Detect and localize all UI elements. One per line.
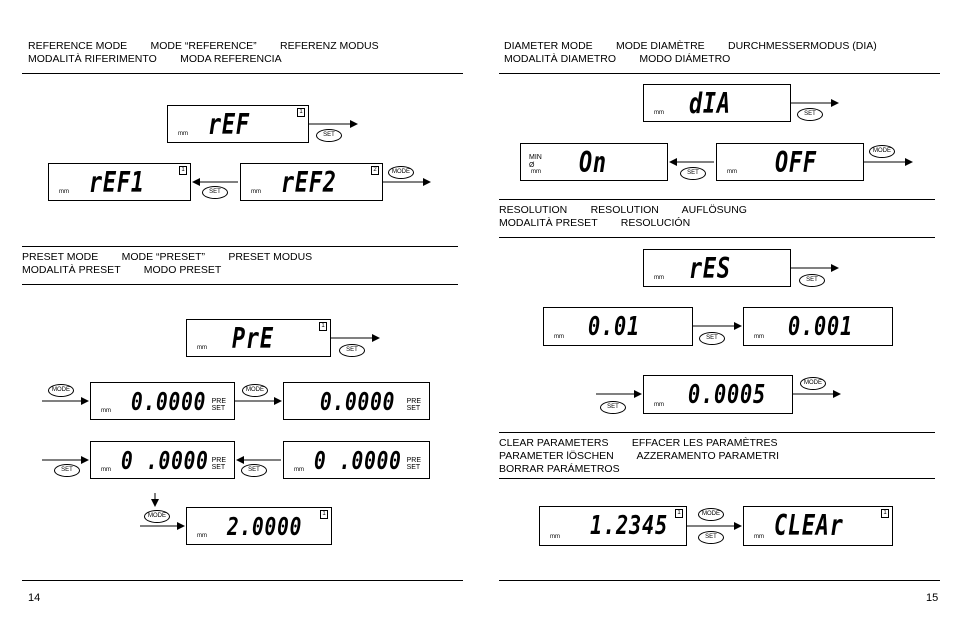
set-button[interactable]: SET xyxy=(54,464,80,477)
mode-button[interactable]: MODE xyxy=(388,166,414,179)
lcd-preset-3: 0 .0000 mm PRE SET xyxy=(90,441,235,479)
dia-header: DIAMETER MODE MODE DIAMÈTRE DURCHMESSERMODUS (DIA) MODALITÀ DIAMETRO MODO DIÁMETRO xyxy=(504,40,877,65)
lcd-pre: PrE mm 1 xyxy=(186,319,331,357)
lcd-res-001: 0.01 mm xyxy=(543,307,693,346)
lcd-ref2: rEF2 mm 2 xyxy=(240,163,383,201)
lcd-on: MIN Ø On mm xyxy=(520,143,668,181)
res-header: RESOLUTION RESOLUTION AUFLÖSUNG MODALITÀ PRESET RESOLUCIÓN xyxy=(499,204,747,229)
mode-button[interactable]: MODE xyxy=(144,510,170,523)
lcd-preset-4: 0 .0000 mm PRE SET xyxy=(283,441,430,479)
ref-header: REFERENCE MODE MODE “REFERENCE” REFERENZ MODUS MODALITÀ RIFERIMENTO MODA REFERENCIA xyxy=(28,40,379,65)
divider xyxy=(499,237,935,238)
lcd-dia: dIA mm xyxy=(643,84,791,122)
lcd-value: 1.2345 mm 1 xyxy=(539,506,687,546)
mode-button[interactable]: MODE xyxy=(48,384,74,397)
set-button[interactable]: SET xyxy=(241,464,267,477)
divider xyxy=(499,432,935,433)
preset-header: PRESET MODE MODE “PRESET” PRESET MODUS MODALITÀ PRESET MODO PRESET xyxy=(22,251,313,276)
mode-button[interactable]: MODE xyxy=(242,384,268,397)
divider xyxy=(499,199,935,200)
set-button[interactable]: SET xyxy=(698,531,724,544)
set-button[interactable]: SET xyxy=(797,108,823,121)
set-button[interactable]: SET xyxy=(699,332,725,345)
lcd-ref1: rEF1 mm 1 xyxy=(48,163,191,201)
mode-button[interactable]: MODE xyxy=(800,377,826,390)
lcd-clear: CLEAr mm 1 xyxy=(743,506,893,546)
mode-button[interactable]: MODE xyxy=(869,145,895,158)
lcd-preset-result: 2.0000 mm 1 xyxy=(186,507,332,545)
divider xyxy=(22,580,463,581)
set-button[interactable]: SET xyxy=(339,344,365,357)
lcd-res-0001: 0.001 mm xyxy=(743,307,893,346)
lcd-ref: rEF mm 1 xyxy=(167,105,309,143)
divider xyxy=(499,478,935,479)
lcd-res: rES mm xyxy=(643,249,791,287)
set-button[interactable]: SET xyxy=(680,167,706,180)
divider xyxy=(22,246,458,247)
set-button[interactable]: SET xyxy=(600,401,626,414)
lcd-preset-1: 0.0000 mm PRE SET xyxy=(90,382,235,420)
page-number-left: 14 xyxy=(28,592,41,604)
set-button[interactable]: SET xyxy=(316,129,342,142)
divider xyxy=(22,73,463,74)
divider xyxy=(499,73,940,74)
set-button[interactable]: SET xyxy=(202,186,228,199)
clear-header: CLEAR PARAMETERS EFFACER LES PARAMÈTRES PARAMETER lÖSCHEN AZZERAMENTO PARAMETRI BORRAR PARÁMETROS xyxy=(499,437,780,475)
divider xyxy=(499,580,940,581)
set-button[interactable]: SET xyxy=(799,274,825,287)
lcd-preset-2: 0.0000 PRE SET xyxy=(283,382,430,420)
lcd-res-00005: 0.0005 mm xyxy=(643,375,793,414)
divider xyxy=(22,284,458,285)
page-number-right: 15 xyxy=(926,592,939,604)
lcd-off: OFF mm xyxy=(716,143,864,181)
mode-button[interactable]: MODE xyxy=(698,508,724,521)
